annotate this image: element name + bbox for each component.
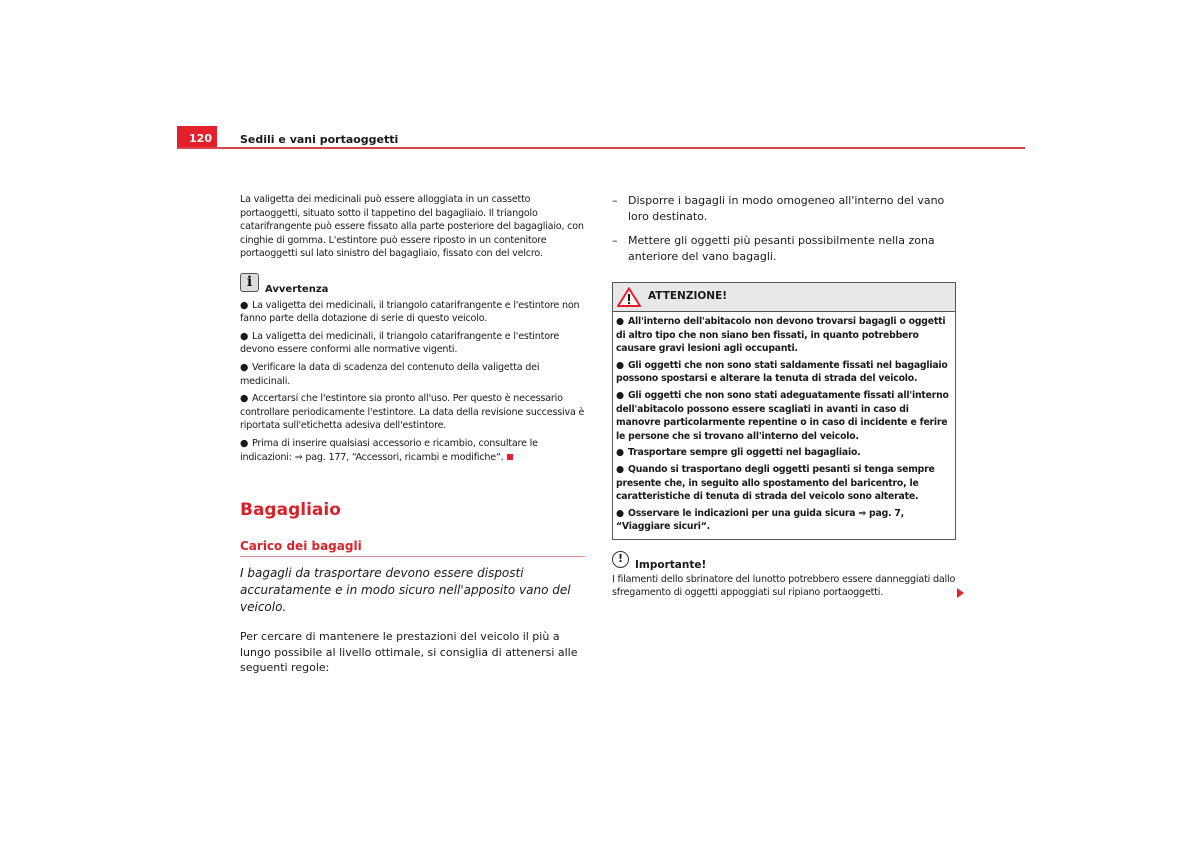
warning-item: ● Osservare le indicazioni per una guida sicura ⇒ pag. 7, “Viaggiare sicuri“. (616, 507, 904, 533)
dash-icon: – (612, 234, 618, 247)
warning-triangle-icon (617, 287, 641, 307)
note-title: Avvertenza (265, 283, 329, 295)
exclamation-circle-icon: ! (612, 551, 629, 568)
warning-item: ● Gli oggetti che non sono stati saldamente fissati nel bagagliaio possono spostarsi e alterare la tenuta di strada del veicolo. (616, 359, 948, 385)
header-rule (177, 147, 1025, 149)
note-item: ● Accertarsi che l'estintore sia pronto all'uso. Per questo è necessario controllare periodicamente l'estintore. La data della revisione successiva è riportata sull'etichetta adesiva dell'estintore. (240, 393, 585, 432)
warning-body (613, 312, 955, 539)
warning-item: ● Trasportare sempre gli oggetti nel bagagliaio. (616, 447, 861, 459)
dash-icon: – (612, 194, 618, 207)
note-item: ● Prima di inserire qualsiasi accessorio e ricambio, consultare le indicazioni: ⇒ pag. 177, “Accessori, ricambi e modifiche“. (240, 437, 538, 463)
page-number (177, 126, 217, 148)
running-title: Sedili e vani portaoggetti (240, 133, 399, 146)
bullet-icon: ● (616, 359, 624, 371)
note-item: ● La valigetta dei medicinali, il triangolo catarifrangente e l'estintore devono essere conformi alle normative vigenti. (240, 330, 560, 356)
lead-paragraph: I bagagli da trasportare devono essere disposti accuratamente e in modo sicuro nell'apposito vano del veicolo. (240, 566, 571, 615)
warning-item: ● Quando si trasportano degli oggetti pesanti si tenga sempre presente che, in seguito allo spostamento del baricentro, le caratteristiche di tenuta di strada del veicolo sono alterate. (616, 463, 935, 503)
warning-title: ATTENZIONE! (648, 290, 728, 303)
right-column (612, 193, 956, 600)
note-item: ● Verificare la data di scadenza del contenuto della valigetta dei medicinali. (240, 361, 540, 387)
dash-list-item: – Disporre i bagagli in modo omogeneo all'interno del vano loro destinato. (612, 194, 945, 223)
bullet-icon: ● (240, 437, 249, 449)
important-text: I filamenti dello sbrinatore del lunotto potrebbero essere danneggiati dallo sfregamento di oggetti appoggiati sul ripiano portaoggetti. (612, 573, 956, 599)
warning-item: ● Gli oggetti che non sono stati adeguatamente fissati all'interno dell'abitacolo possono essere scagliati in avanti in caso di manovre particolarmente repentine o in caso di incidente e ferire le persone che si trovano all'interno del veicolo. (616, 389, 949, 442)
next-page-arrow-icon (957, 588, 964, 598)
info-icon: i (240, 273, 259, 292)
intro-paragraph: La valigetta dei medicinali può essere alloggiata in un cassetto portaoggetti, situato sotto il tappetino del bagagliaio. Il triangolo catarifrangente può essere fissato alla parte posteriore del bagagliaio, con cinghie di gomma. L'estintore può essere riposto in un contenitore portaoggetti sul lato sinistro del bagagliaio, fissato con del velcro. (240, 194, 584, 260)
note-header (240, 273, 585, 297)
warning-item: ● All'interno dell'abitacolo non devono trovarsi bagagli o oggetti di altro tipo che non siano ben fissati, in quanto potrebbero causare gravi lesioni agli occupanti. (616, 316, 946, 355)
section-end-marker-icon (507, 454, 513, 460)
body-paragraph: Per cercare di mantenere le prestazioni del veicolo il più a lungo possibile al livello ottimale, si consiglia di attenersi alle seguenti regole: (240, 630, 578, 675)
note-avvertenza (240, 273, 585, 464)
bullet-icon: ● (240, 330, 249, 342)
important-header (612, 554, 956, 573)
important-title: Importante! (635, 558, 707, 571)
note-item: ● La valigetta dei medicinali, il triangolo catarifrangente e l'estintore non fanno parte della dotazione di serie di questo veicolo. (240, 299, 580, 325)
page-number-text: 120 (189, 132, 212, 145)
bullet-icon: ● (240, 393, 249, 405)
subsection-title: Carico dei bagagli (240, 540, 585, 558)
dash-list-item: – Mettere gli oggetti più pesanti possibilmente nella zona anteriore del vano bagagli. (612, 234, 935, 263)
bullet-icon: ● (616, 507, 624, 519)
bullet-icon: ● (616, 447, 624, 459)
bullet-icon: ● (240, 299, 249, 311)
section-title: Bagagliaio (240, 500, 341, 521)
left-column (240, 193, 585, 676)
bullet-icon: ● (240, 361, 249, 373)
warning-box (612, 282, 956, 540)
bullet-icon: ● (616, 389, 624, 401)
bullet-icon: ● (616, 463, 624, 475)
warning-header (613, 283, 955, 312)
bullet-icon: ● (616, 316, 624, 327)
